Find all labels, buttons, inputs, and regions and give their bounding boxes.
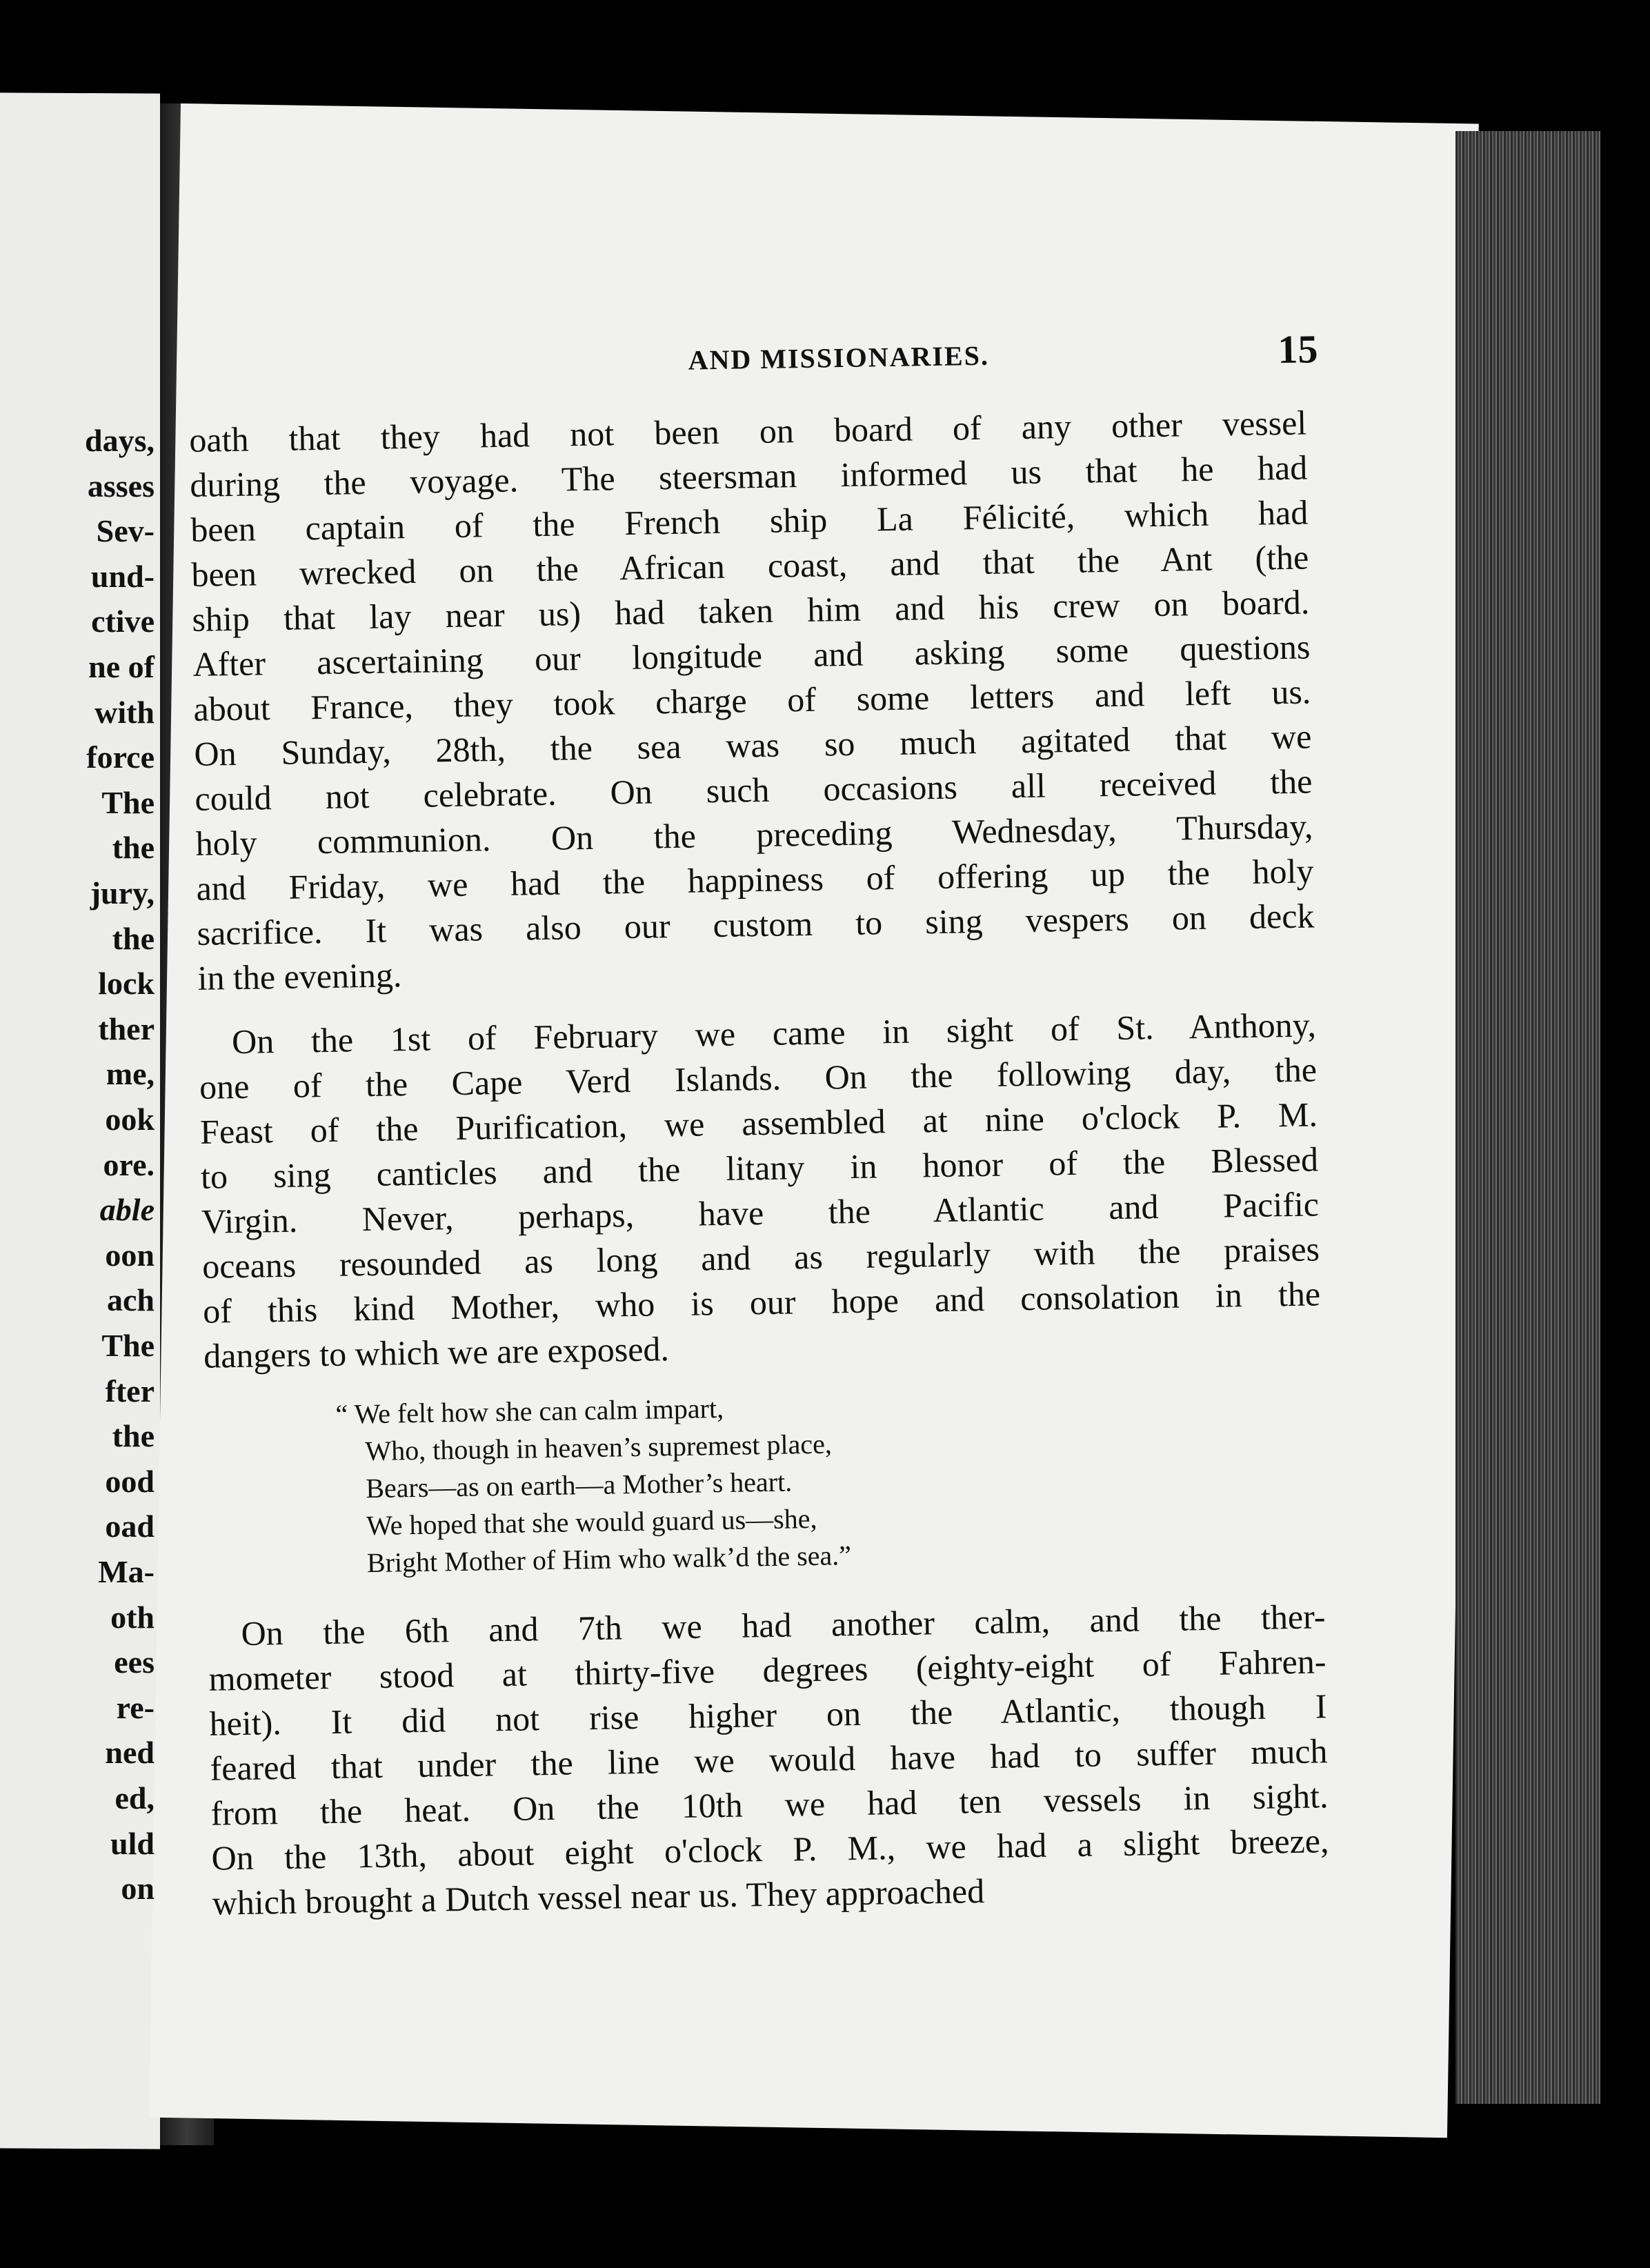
facing-page-line: The xyxy=(101,1328,155,1363)
facing-page-line: ore. xyxy=(103,1146,155,1182)
text-line: ship that lay near us) had taken him and his crew on board. xyxy=(192,582,1310,639)
facing-page-line: The xyxy=(101,784,155,820)
text-line: from the heat. On the 10th we had ten vessels in sight. xyxy=(210,1776,1329,1833)
text-line: been wrecked on the African coast, and that the Ant (the xyxy=(190,537,1309,594)
text-line: in the evening. xyxy=(197,955,402,997)
text-line: heit). It did not rise higher on the Atlantic, though I xyxy=(209,1687,1327,1743)
facing-page-line: ood xyxy=(105,1463,155,1499)
facing-page-line: me, xyxy=(106,1056,155,1092)
text-line: and Friday, we had the happiness of offering up the holy xyxy=(196,851,1314,908)
facing-page-line: force xyxy=(86,739,155,775)
text-line: sacrifice. It was also our custom to sing vespers on deck xyxy=(197,896,1315,953)
facing-page-line: re- xyxy=(116,1689,155,1725)
body-text xyxy=(189,401,1330,1926)
text-line: oceans resounded as long and as regularly with the praises xyxy=(201,1229,1320,1286)
facing-page-line: und- xyxy=(90,558,155,594)
text-line: After ascertaining our longitude and asking some questions xyxy=(192,627,1311,684)
page-edges xyxy=(1455,131,1600,2104)
text-line: which brought a Dutch vessel near us. They approached xyxy=(212,1871,985,1922)
page-number: 15 xyxy=(1277,326,1319,372)
facing-page-line: ach xyxy=(107,1282,155,1318)
text-line: of this kind Mother, who is our hope and consolation in the xyxy=(202,1274,1321,1331)
facing-page-line: the xyxy=(112,1418,155,1454)
text-line: dangers to which we are exposed. xyxy=(203,1329,670,1375)
text-line: oath that they had not been on board of any other vessel xyxy=(188,403,1307,459)
text-line: during the voyage. The steersman informed us that he had xyxy=(189,448,1308,504)
facing-page-line: asses xyxy=(87,468,155,504)
facing-page-line: Sev- xyxy=(96,513,155,549)
text-line: Feast of the Purification, we assembled at nine o'clock P. M. xyxy=(199,1095,1318,1151)
facing-page-line: ctive xyxy=(91,604,155,639)
facing-page-line: the xyxy=(112,920,155,956)
facing-page-line: with xyxy=(95,694,155,730)
text-line: could not celebrate. On such occasions all received the xyxy=(195,762,1313,818)
facing-page-line: ees xyxy=(114,1644,155,1680)
verse-quotation xyxy=(204,1380,1324,1584)
text-line: to sing canticles and the litany in honor of the Blessed xyxy=(200,1140,1319,1196)
facing-page-line: Ma- xyxy=(98,1554,155,1589)
facing-page-line: lock xyxy=(98,966,155,1002)
verse-line: Who, though in heaven’s supremest place, xyxy=(365,1428,833,1467)
facing-page-line: jury, xyxy=(90,875,155,911)
facing-page-line: days, xyxy=(85,423,155,458)
facing-page-line: on xyxy=(121,1871,155,1907)
facing-page-line: ook xyxy=(105,1102,155,1137)
facing-page-line: ed, xyxy=(115,1780,155,1816)
text-line: been captain of the French ship La Félicité, which had xyxy=(190,493,1309,549)
facing-page-line: able xyxy=(99,1192,155,1228)
facing-page-line: uld xyxy=(110,1825,155,1861)
text-line: On the 1st of February we came in sight of St. Anthony, xyxy=(231,1005,1317,1062)
facing-page-line: oon xyxy=(105,1237,155,1273)
text-line: one of the Cape Verd Islands. On the following day, the xyxy=(199,1050,1318,1106)
text-line: mometer stood at thirty-five degrees (eighty-eight of Fahren- xyxy=(208,1642,1326,1698)
text-line: holy communion. On the preceding Wednesday, Thursday, xyxy=(195,806,1313,863)
text-line: On the 6th and 7th we had another calm, and the ther- xyxy=(241,1597,1326,1653)
verse-line: We hoped that she would guard us—she, xyxy=(366,1502,817,1542)
verse-line: Bright Mother of Him who walk’d the sea.” xyxy=(366,1540,852,1579)
verse-line: “ We felt how she can calm impart, xyxy=(335,1392,724,1430)
text-line: about France, they took charge of some letters and left us. xyxy=(193,672,1311,728)
running-title: AND MISSIONARIES. xyxy=(688,339,990,376)
text-line: feared that under the line we would have had to suffer much xyxy=(210,1731,1328,1788)
verse-line: Bears—as on earth—a Mother’s heart. xyxy=(365,1466,793,1504)
facing-page-line: ther xyxy=(98,1011,155,1046)
facing-page-line: oth xyxy=(110,1599,155,1635)
facing-page-line: ned xyxy=(105,1735,155,1771)
text-line: On the 13th, about eight o'clock P. M., we had a slight breeze, xyxy=(211,1821,1329,1878)
text-line: Virgin. Never, perhaps, have the Atlantic and Pacific xyxy=(201,1184,1320,1241)
facing-page-line: ne of xyxy=(88,649,155,684)
facing-page-line: fter xyxy=(105,1373,155,1409)
text-line: On Sunday, 28th, the sea was so much agitated that we xyxy=(194,717,1312,773)
facing-page-line: oad xyxy=(105,1509,155,1544)
facing-page-line: the xyxy=(112,830,155,866)
